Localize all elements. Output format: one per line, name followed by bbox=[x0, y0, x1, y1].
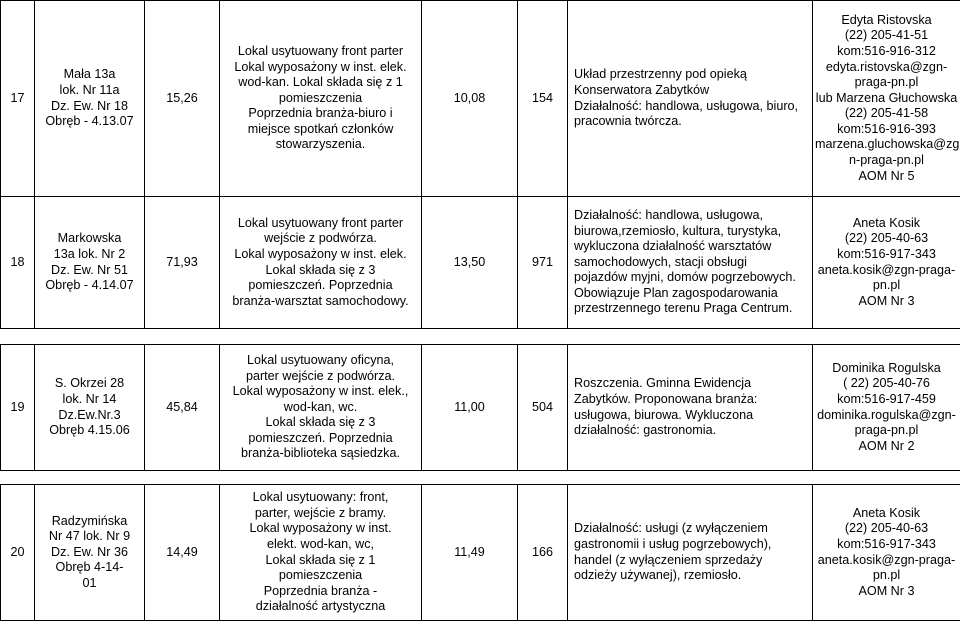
row-spacer bbox=[1, 329, 960, 345]
rate-cell: 13,50 bbox=[422, 197, 518, 329]
amount-cell: 154 bbox=[518, 1, 568, 197]
row-number: 18 bbox=[1, 197, 35, 329]
area-cell: 45,84 bbox=[145, 345, 220, 471]
amount-cell: 166 bbox=[518, 485, 568, 621]
contact-cell: Aneta Kosik (22) 205-40-63 kom:516-917-343 aneta.kosik@zgn-praga- pn.pl AOM Nr 3 bbox=[813, 197, 960, 329]
contact-cell: Aneta Kosik (22) 205-40-63 kom:516-917-343 aneta.kosik@zgn-praga- pn.pl AOM Nr 3 bbox=[813, 485, 960, 621]
rate-cell: 11,49 bbox=[422, 485, 518, 621]
contact-cell: Edyta Ristovska (22) 205-41-51 kom:516-916-312 edyta.ristovska@zgn- praga-pn.pl lub Marzena Głuchowska (22) 205-41-58 kom:516-916-393 marzena.gluchowska@zg n-praga-pn.pl AOM Nr 5 bbox=[813, 1, 960, 197]
premises-cell: Lokal usytuowany front parter Lokal wyposażony w inst. elek. wod-kan. Lokal składa się z 1 pomieszczenia Poprzednia branża-biuro i miejsce spotkań członków stowarzyszenia. bbox=[220, 1, 422, 197]
row-number: 17 bbox=[1, 1, 35, 197]
description-cell: Działalność: handlowa, usługowa, biurowa,rzemiosło, kultura, turystyka, wykluczona działalność warsztatów samochodowych, stacji obsługi pojazdów myjni, domów pogrzebowych. Obowiązuje Plan zagospodarowania przestrzennego terenu Praga Centrum. bbox=[568, 197, 813, 329]
contact-cell: Dominika Rogulska ( 22) 205-40-76 kom:516-917-459 dominika.rogulska@zgn- praga-pn.pl AOM Nr 2 bbox=[813, 345, 960, 471]
address-cell: Mała 13a lok. Nr 11a Dz. Ew. Nr 18 Obręb - 4.13.07 bbox=[35, 1, 145, 197]
area-cell: 14,49 bbox=[145, 485, 220, 621]
table-row bbox=[1, 345, 960, 471]
address-cell: S. Okrzei 28 lok. Nr 14 Dz.Ew.Nr.3 Obręb 4.15.06 bbox=[35, 345, 145, 471]
description-cell: Roszczenia. Gminna Ewidencja Zabytków. Proponowana branża: usługowa, biurowa. Wykluczona działalność: gastronomia. bbox=[568, 345, 813, 471]
row-number: 20 bbox=[1, 485, 35, 621]
rate-cell: 11,00 bbox=[422, 345, 518, 471]
description-cell: Układ przestrzenny pod opieką Konserwatora Zabytków Działalność: handlowa, usługowa, biuro, pracownia twórcza. bbox=[568, 1, 813, 197]
description-cell: Działalność: usługi (z wyłączeniem gastronomii i usług pogrzebowych), handel (z wyłączeniem sprzedaży odzieży używanej), rzemiosło. bbox=[568, 485, 813, 621]
address-cell: Markowska 13a lok. Nr 2 Dz. Ew. Nr 51 Obręb - 4.14.07 bbox=[35, 197, 145, 329]
premises-cell: Lokal usytuowany: front, parter, wejście z bramy. Lokal wyposażony w inst. elekt. wod-kan, wc, Lokal składa się z 1 pomieszczenia Poprzednia branża - działalność artystyczna bbox=[220, 485, 422, 621]
table-row bbox=[1, 1, 960, 197]
rate-cell: 10,08 bbox=[422, 1, 518, 197]
table-row bbox=[1, 485, 960, 621]
amount-cell: 504 bbox=[518, 345, 568, 471]
premises-cell: Lokal usytuowany front parter wejście z podwórza. Lokal wyposażony w inst. elek. Lokal składa się z 3 pomieszczeń. Poprzednia branża-warsztat samochodowy. bbox=[220, 197, 422, 329]
premises-cell: Lokal usytuowany oficyna, parter wejście z podwórza. Lokal wyposażony w inst. elek., wod-kan, wc. Lokal składa się z 3 pomieszczeń. Poprzednia branża-biblioteka sąsiedzka. bbox=[220, 345, 422, 471]
amount-cell: 971 bbox=[518, 197, 568, 329]
row-number: 19 bbox=[1, 345, 35, 471]
area-cell: 71,93 bbox=[145, 197, 220, 329]
address-cell: Radzymińska Nr 47 lok. Nr 9 Dz. Ew. Nr 36 Obręb 4-14- 01 bbox=[35, 485, 145, 621]
row-spacer bbox=[1, 471, 960, 485]
table-row bbox=[1, 197, 960, 329]
area-cell: 15,26 bbox=[145, 1, 220, 197]
